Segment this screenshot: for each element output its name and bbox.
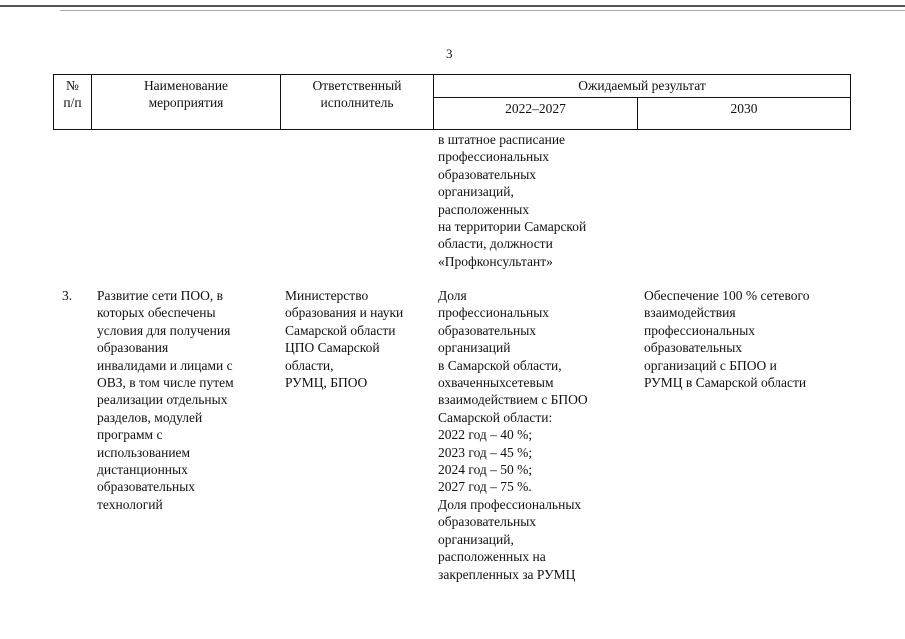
header-name: Наименование мероприятия [92, 75, 281, 130]
header-responsible: Ответственный исполнитель [281, 75, 434, 130]
header-num: № п/п [54, 75, 92, 130]
continuation-result-2022-2027: в штатное расписание профессиональных образовательных организаций, расположенных на территории Самарской области, должности «Профконсультант» [438, 132, 587, 269]
header-period-2030: 2030 [638, 98, 851, 130]
header-period-2022-2027: 2022–2027 [434, 98, 638, 130]
page-number: 3 [446, 46, 453, 61]
scan-top-edge [0, 5, 905, 7]
row-3-responsible: Министерство образования и науки Самарской области ЦПО Самарской области, РУМЦ, БПОО [285, 288, 404, 391]
row-3-result-2022-2027: Доля профессиональных образовательных организаций в Самарской области, охваченныхсетевым взаимодействием с БПОО Самарской области: 2022 год – 40 %; 2023 год – 45 %; 2024 год – 50 %; 2027 год – 75 %. Доля профессиональных образовательных организаций, расположенных на закрепленных за РУМЦ [438, 288, 588, 582]
scan-top-edge-line [60, 10, 905, 11]
table-header [53, 74, 851, 130]
row-3-name: Развитие сети ПОО, в которых обеспечены условия для получения образования инвалидами и лицами с ОВЗ, в том числе путем реализации отдельных разделов, модулей программ с использованием дистанционных образовательных технологий [97, 288, 234, 512]
header-expected: Ожидаемый результат [434, 75, 851, 98]
row-3-num: 3. [62, 288, 73, 303]
row-3-result-2030: Обеспечение 100 % сетевого взаимодействия профессиональных образовательных организаций с БПОО и РУМЦ в Самарской области [644, 288, 810, 391]
